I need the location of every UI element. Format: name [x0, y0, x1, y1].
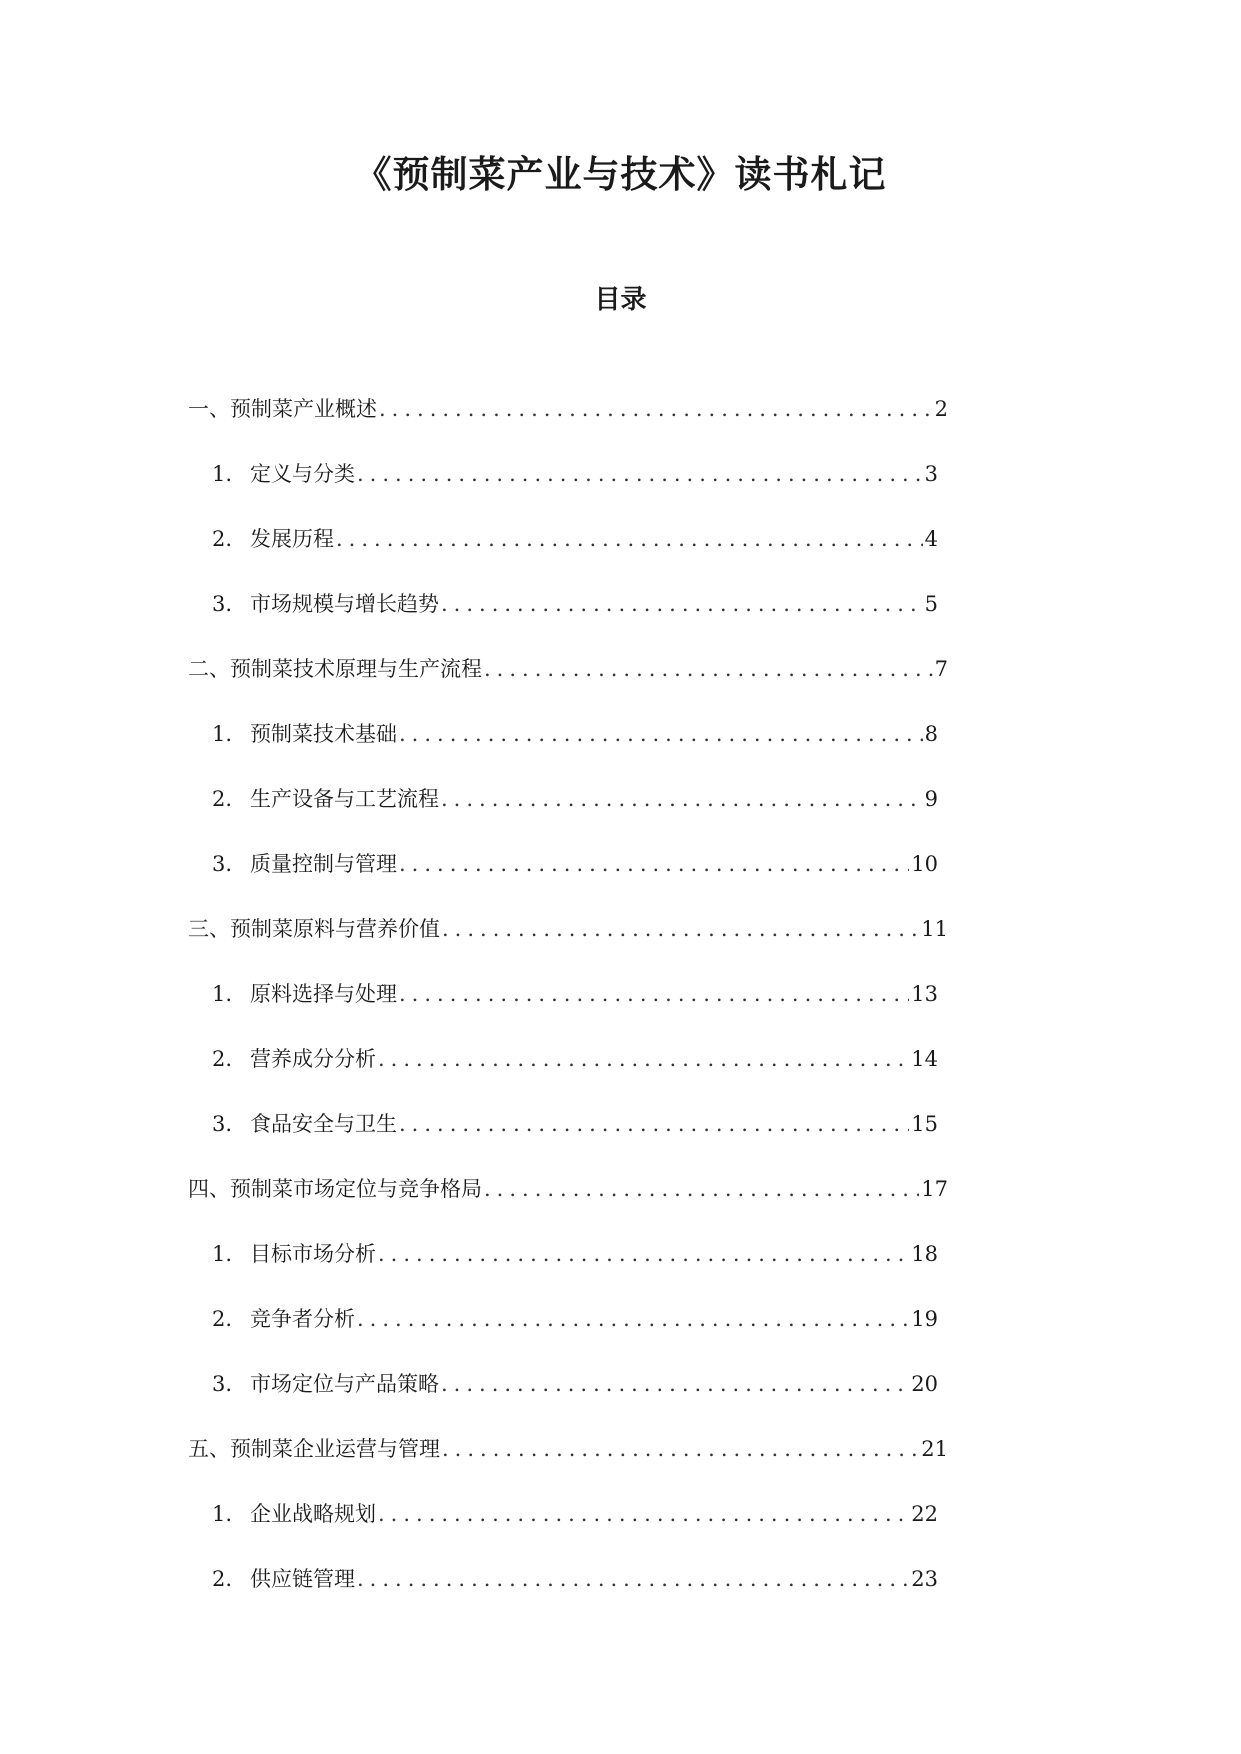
- toc-entry-page-number: 23: [911, 1566, 938, 1591]
- toc-entry-title: 发展历程: [250, 526, 334, 551]
- toc-subsection-entry[interactable]: [212, 701, 938, 766]
- toc-entry-title: 五、预制菜企业运营与管理: [188, 1436, 440, 1461]
- toc-entry-title: 四、预制菜市场定位与竞争格局: [188, 1176, 482, 1201]
- toc-entry-page-number: 10: [911, 851, 938, 876]
- toc-dot-leader: [442, 914, 919, 944]
- toc-subsection-entry[interactable]: [212, 1221, 938, 1286]
- toc-subsection-entry[interactable]: [212, 1286, 938, 1351]
- toc-subsection-entry[interactable]: [212, 961, 938, 1026]
- toc-entry-title: 食品安全与卫生: [250, 1111, 397, 1136]
- toc-section-entry[interactable]: [188, 1416, 948, 1481]
- toc-section-entry[interactable]: [188, 636, 948, 701]
- toc-subsection-entry[interactable]: [212, 831, 938, 896]
- toc-section-entry[interactable]: [188, 896, 948, 961]
- toc-dot-leader: [357, 1304, 909, 1334]
- toc-entry-page-number: 7: [934, 656, 948, 681]
- toc-heading: 目录: [594, 285, 647, 315]
- toc-entry-number: 3.: [212, 1371, 233, 1396]
- toc-subsection-entry[interactable]: [212, 1546, 938, 1611]
- toc-subsection-entry[interactable]: [212, 1351, 938, 1416]
- toc-entry-page-number: 19: [911, 1306, 938, 1331]
- toc-entry-page-number: 8: [924, 721, 938, 746]
- toc-entry-number: 2.: [212, 786, 233, 811]
- toc-dot-leader: [484, 1174, 919, 1204]
- toc-entry-page-number: 18: [911, 1241, 938, 1266]
- toc-dot-leader: [357, 459, 923, 489]
- toc-entry-number: 1.: [212, 461, 233, 486]
- document-title: 《预制菜产业与技术》读书札记: [354, 153, 887, 196]
- toc-dot-leader: [399, 979, 909, 1009]
- toc-entry-title: 生产设备与工艺流程: [250, 786, 439, 811]
- toc-dot-leader: [378, 1499, 909, 1529]
- toc-dot-leader: [399, 1109, 909, 1139]
- toc-dot-leader: [399, 719, 923, 749]
- toc-entry-title: 三、预制菜原料与营养价值: [188, 916, 440, 941]
- toc-entry-title: 预制菜技术基础: [250, 721, 397, 746]
- toc-entry-title: 供应链管理: [250, 1566, 355, 1591]
- toc-dot-leader: [379, 394, 933, 424]
- toc-dot-leader: [378, 1239, 909, 1269]
- toc-entry-title: 市场规模与增长趋势: [250, 591, 439, 616]
- toc-entry-title: 定义与分类: [250, 461, 355, 486]
- toc-entry-page-number: 9: [924, 786, 938, 811]
- table-of-contents: [0, 376, 1241, 1611]
- toc-entry-number: 1.: [212, 721, 233, 746]
- toc-subsection-entry[interactable]: [212, 766, 938, 831]
- toc-entry-page-number: 4: [924, 526, 938, 551]
- toc-entry-page-number: 14: [911, 1046, 938, 1071]
- toc-entry-page-number: 22: [911, 1501, 938, 1526]
- toc-entry-title: 质量控制与管理: [250, 851, 397, 876]
- toc-dot-leader: [399, 849, 909, 879]
- toc-entry-number: 2.: [212, 526, 233, 551]
- toc-entry-page-number: 20: [911, 1371, 938, 1396]
- toc-entry-number: 3.: [212, 851, 233, 876]
- toc-subsection-entry[interactable]: [212, 1091, 938, 1156]
- toc-entry-page-number: 17: [921, 1176, 948, 1201]
- toc-entry-page-number: 2: [934, 396, 948, 421]
- toc-dot-leader: [442, 1434, 919, 1464]
- toc-entry-number: 1.: [212, 981, 233, 1006]
- toc-entry-number: 2.: [212, 1046, 233, 1071]
- toc-entry-page-number: 13: [911, 981, 938, 1006]
- toc-section-entry[interactable]: [188, 1156, 948, 1221]
- toc-dot-leader: [378, 1044, 909, 1074]
- toc-dot-leader: [441, 1369, 909, 1399]
- toc-subsection-entry[interactable]: [212, 1026, 938, 1091]
- toc-dot-leader: [357, 1564, 909, 1594]
- toc-entry-title: 目标市场分析: [250, 1241, 376, 1266]
- toc-subsection-entry[interactable]: [212, 441, 938, 506]
- toc-entry-page-number: 5: [924, 591, 938, 616]
- toc-entry-page-number: 15: [911, 1111, 938, 1136]
- toc-dot-leader: [484, 654, 933, 684]
- toc-entry-page-number: 21: [921, 1436, 948, 1461]
- toc-entry-number: 3.: [212, 1111, 233, 1136]
- toc-entry-number: 1.: [212, 1241, 233, 1266]
- toc-entry-title: 一、预制菜产业概述: [188, 396, 377, 421]
- toc-entry-title: 企业战略规划: [250, 1501, 376, 1526]
- toc-entry-page-number: 3: [924, 461, 938, 486]
- toc-entry-number: 2.: [212, 1306, 233, 1331]
- toc-entry-number: 1.: [212, 1501, 233, 1526]
- toc-entry-title: 二、预制菜技术原理与生产流程: [188, 656, 482, 681]
- toc-entry-title: 竞争者分析: [250, 1306, 355, 1331]
- toc-entry-number: 3.: [212, 591, 233, 616]
- toc-subsection-entry[interactable]: [212, 571, 938, 636]
- toc-entry-title: 原料选择与处理: [250, 981, 397, 1006]
- toc-subsection-entry[interactable]: [212, 1481, 938, 1546]
- toc-subsection-entry[interactable]: [212, 506, 938, 571]
- toc-dot-leader: [336, 524, 923, 554]
- toc-entry-title: 营养成分分析: [250, 1046, 376, 1071]
- toc-dot-leader: [441, 589, 923, 619]
- toc-entry-number: 2.: [212, 1566, 233, 1591]
- toc-section-entry[interactable]: [188, 376, 948, 441]
- toc-entry-title: 市场定位与产品策略: [250, 1371, 439, 1396]
- toc-entry-page-number: 11: [921, 916, 948, 941]
- toc-dot-leader: [441, 784, 923, 814]
